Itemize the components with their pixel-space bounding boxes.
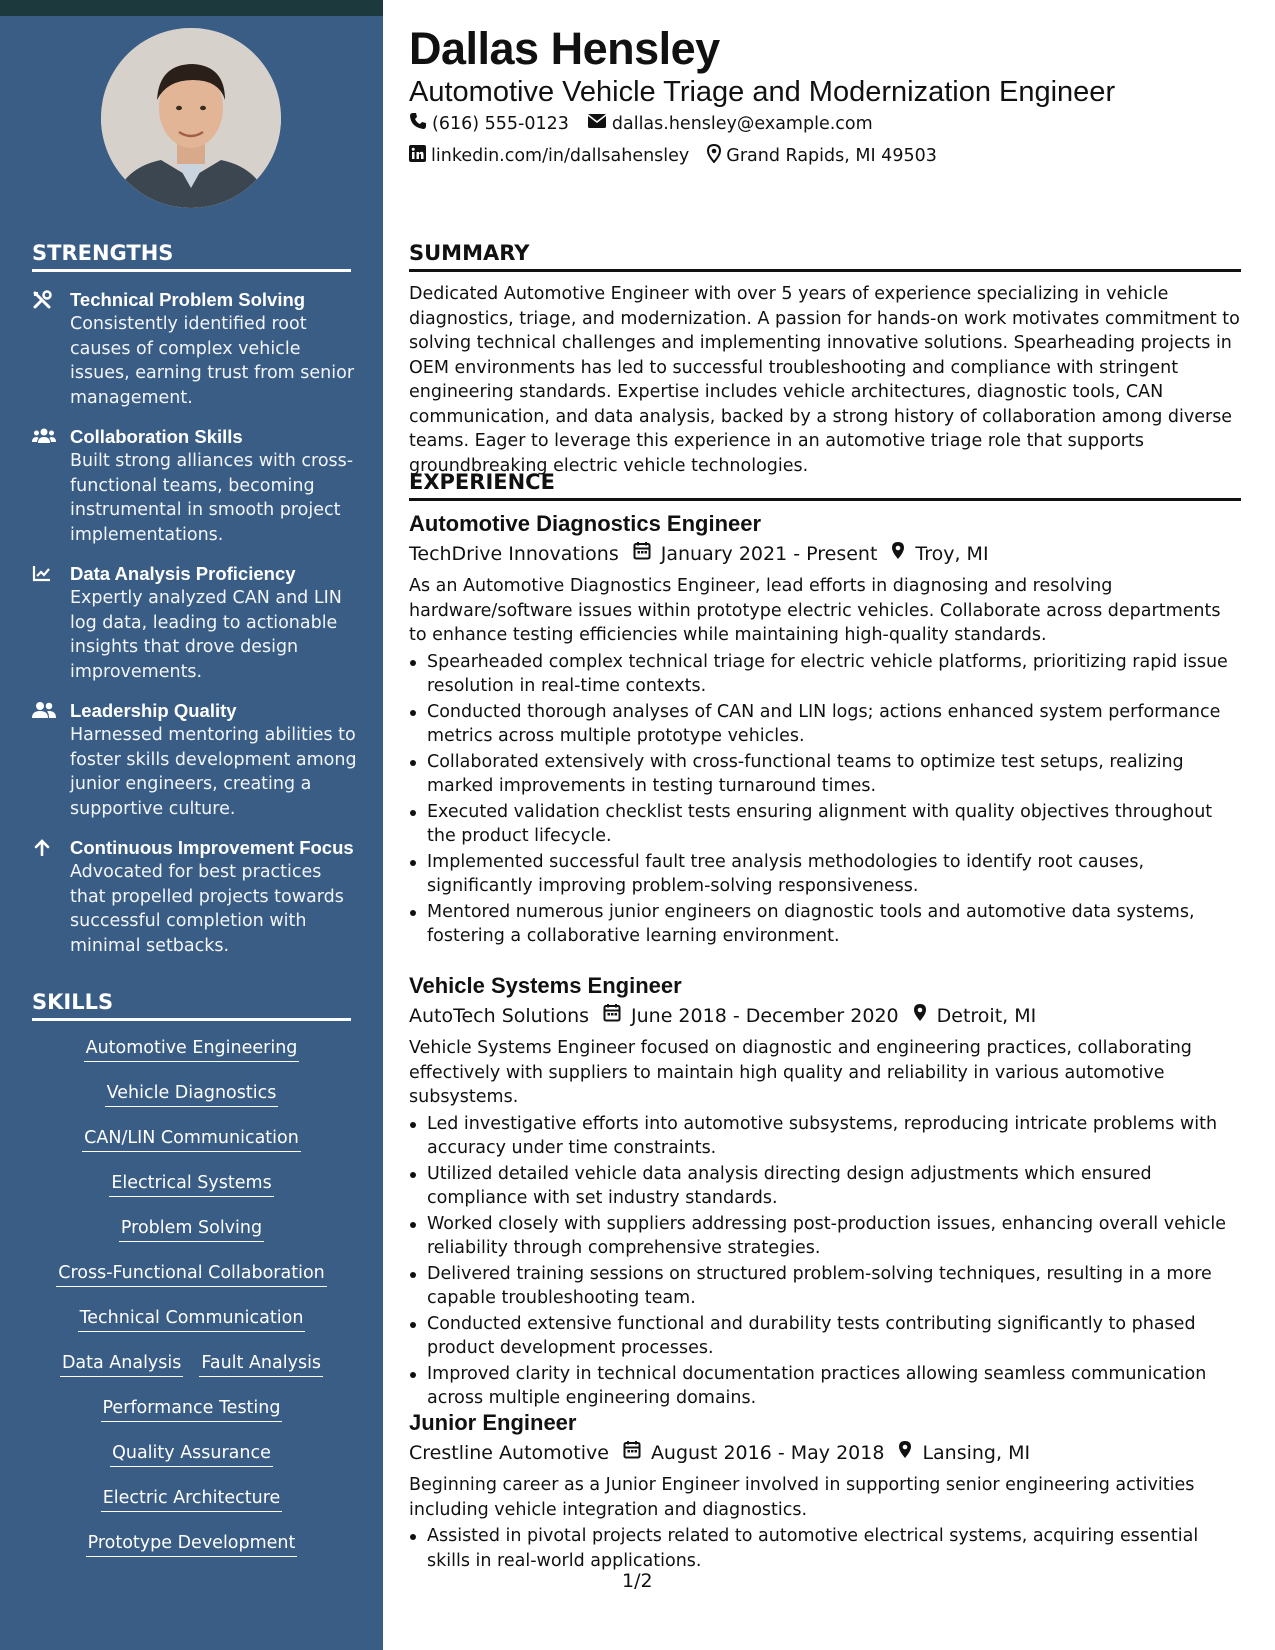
location-text: Grand Rapids, MI 49503 bbox=[726, 146, 937, 166]
job-bullets bbox=[409, 1112, 1241, 1411]
list-item: Worked closely with suppliers addressing post-production issues, enhancing overall vehicle reliability through comprehensive strategies. bbox=[409, 1212, 1241, 1261]
strengths-heading: STRENGTHS bbox=[32, 241, 351, 272]
job-entry bbox=[409, 1409, 1241, 1574]
job-bullets bbox=[409, 1524, 1241, 1573]
skill-tag: Vehicle Diagnostics bbox=[105, 1081, 279, 1107]
summary-heading: SUMMARY bbox=[409, 241, 1241, 272]
list-item: Executed validation checklist tests ensuring alignment with quality objectives throughout the product lifecycle. bbox=[409, 800, 1241, 849]
strength-description: Harnessed mentoring abilities to foster skills development among junior engineers, creating a supportive culture. bbox=[70, 725, 357, 819]
skill-tag: Electric Architecture bbox=[101, 1486, 283, 1512]
strength-item bbox=[32, 288, 357, 410]
skills-list bbox=[32, 1036, 351, 1576]
arrow-up-icon bbox=[32, 836, 70, 958]
strength-description: Consistently identified root causes of complex vehicle issues, earning trust from senior management. bbox=[70, 314, 355, 408]
skill-tag: Electrical Systems bbox=[109, 1171, 273, 1197]
tools-icon bbox=[32, 288, 70, 410]
calendar-icon bbox=[589, 1002, 631, 1030]
job-description: Beginning career as a Junior Engineer involved in supporting senior engineering activities including vehicle integration and diagnostics. bbox=[409, 1475, 1195, 1520]
skill-tag: Prototype Development bbox=[86, 1531, 298, 1557]
job-meta bbox=[409, 1439, 1241, 1467]
company-name: Crestline Automotive bbox=[409, 1442, 609, 1464]
job-location: Troy, MI bbox=[915, 543, 989, 565]
company-name: TechDrive Innovations bbox=[409, 543, 619, 565]
skills-heading: SKILLS bbox=[32, 990, 351, 1021]
strength-title: Technical Problem Solving bbox=[70, 289, 306, 310]
phone-number[interactable]: (616) 555-0123 bbox=[432, 113, 569, 134]
map-marker-icon bbox=[707, 144, 726, 168]
map-marker-icon bbox=[884, 1439, 922, 1467]
job-entry bbox=[409, 972, 1241, 1412]
list-item: Conducted thorough analyses of CAN and LIN logs; actions enhanced system performance metrics across multiple prototype vehicles. bbox=[409, 700, 1241, 749]
list-item: Delivered training sessions on structured problem-solving techniques, resulting in a more capable troubleshooting team. bbox=[409, 1262, 1241, 1311]
job-description: Vehicle Systems Engineer focused on diagnostic and engineering practices, collaborating effectively with suppliers to maintain high quality and reliability in various automotive subsystems. bbox=[409, 1038, 1192, 1107]
profile-photo bbox=[101, 28, 281, 208]
strengths-list bbox=[32, 288, 357, 973]
skill-tag: Technical Communication bbox=[78, 1306, 306, 1332]
strength-title: Collaboration Skills bbox=[70, 426, 243, 447]
list-item: Utilized detailed vehicle data analysis directing design adjustments which ensured compliance with set industry standards. bbox=[409, 1162, 1241, 1211]
calendar-icon bbox=[619, 540, 661, 568]
chart-line-icon bbox=[32, 562, 70, 684]
job-dates: August 2016 - May 2018 bbox=[650, 1442, 885, 1464]
job-title: Junior Engineer bbox=[409, 1410, 577, 1435]
list-item: Improved clarity in technical documentation practices allowing seamless communication across multiple engineering domains. bbox=[409, 1362, 1241, 1411]
linkedin-url[interactable]: linkedin.com/in/dallsahensley bbox=[431, 146, 690, 166]
map-marker-icon bbox=[877, 540, 915, 568]
contact-row-2 bbox=[409, 144, 955, 168]
job-entry bbox=[409, 510, 1241, 950]
job-location: Detroit, MI bbox=[936, 1005, 1037, 1027]
strength-title: Leadership Quality bbox=[70, 700, 237, 721]
skill-tag: Cross-Functional Collaboration bbox=[56, 1261, 327, 1287]
linkedin-icon bbox=[409, 145, 431, 167]
company-name: AutoTech Solutions bbox=[409, 1005, 590, 1027]
candidate-name: Dallas Hensley bbox=[409, 23, 720, 74]
strength-item bbox=[32, 425, 357, 547]
phone-icon bbox=[409, 112, 432, 135]
user-friends-icon bbox=[32, 699, 70, 821]
job-description: As an Automotive Diagnostics Engineer, lead efforts in diagnosing and resolving hardware/software issues within prototype electric vehicles. Collaborate across departments to enhance testing efficiencies while maintaining high-quality standards. bbox=[409, 576, 1221, 645]
list-item: Led investigative efforts into automotive subsystems, reproducing intricate problems with accuracy under time constraints. bbox=[409, 1112, 1241, 1161]
skill-tag: Quality Assurance bbox=[110, 1441, 273, 1467]
job-location: Lansing, MI bbox=[922, 1442, 1031, 1464]
map-marker-icon bbox=[899, 1002, 937, 1030]
candidate-role: Automotive Vehicle Triage and Modernization Engineer bbox=[409, 76, 1116, 108]
list-item: Assisted in pivotal projects related to automotive electrical systems, acquiring essential skills in real-world applications. bbox=[409, 1524, 1241, 1573]
job-title: Vehicle Systems Engineer bbox=[409, 973, 682, 998]
summary-text: Dedicated Automotive Engineer with over 5 years of experience specializing in vehicle diagnostics, triage, and modernization. A passion for hands-on work motivates commitment to solving technical challenges and implementing innovative solutions. Spearheading projects in OEM environments has led to successful troubleshooting and compliance with stringent engineering standards. Expertise includes vehicle architectures, diagnostic tools, CAN communication, and data analysis, backed by a strong history of collaboration among diverse teams. Eager to leverage this experience in an automotive triage role that supports groundbreaking electric vehicle technologies. bbox=[409, 284, 1240, 476]
list-item: Mentored numerous junior engineers on diagnostic tools and automotive data systems, fostering a collaborative learning environment. bbox=[409, 900, 1241, 949]
email-address[interactable]: dallas.hensley@example.com bbox=[611, 113, 873, 134]
job-title: Automotive Diagnostics Engineer bbox=[409, 511, 762, 536]
list-item: Implemented successful fault tree analysis methodologies to identify root causes, significantly improving problem-solving responsiveness. bbox=[409, 850, 1241, 899]
strength-item bbox=[32, 836, 357, 958]
strength-item bbox=[32, 699, 357, 821]
envelope-icon bbox=[587, 113, 612, 134]
job-bullets bbox=[409, 650, 1241, 949]
skill-tag: Data Analysis bbox=[60, 1351, 183, 1377]
calendar-icon bbox=[609, 1439, 651, 1467]
skill-tag: Automotive Engineering bbox=[84, 1036, 300, 1062]
job-dates: January 2021 - Present bbox=[660, 543, 878, 565]
page-number: 1/2 bbox=[622, 1570, 653, 1592]
strength-description: Advocated for best practices that propelled projects towards successful completion with minimal setbacks. bbox=[70, 862, 344, 956]
strength-description: Built strong alliances with cross-functional teams, becoming instrumental in smooth project implementations. bbox=[70, 451, 354, 545]
skill-tag: Performance Testing bbox=[101, 1396, 283, 1422]
sidebar bbox=[0, 0, 383, 1650]
skill-tag: Fault Analysis bbox=[199, 1351, 323, 1377]
strength-title: Data Analysis Proficiency bbox=[70, 563, 296, 584]
list-item: Conducted extensive functional and durability tests contributing significantly to phased product development processes. bbox=[409, 1312, 1241, 1361]
job-meta bbox=[409, 1002, 1241, 1030]
job-meta bbox=[409, 540, 1241, 568]
list-item: Collaborated extensively with cross-functional teams to optimize test setups, realizing marked improvements in testing turnaround times. bbox=[409, 750, 1241, 799]
experience-heading: EXPERIENCE bbox=[409, 470, 1241, 501]
sidebar-top-bar bbox=[0, 0, 383, 16]
contact-row-1 bbox=[409, 112, 891, 135]
strength-item bbox=[32, 562, 357, 684]
strength-description: Expertly analyzed CAN and LIN log data, leading to actionable insights that drove design improvements. bbox=[70, 588, 342, 682]
list-item: Spearheaded complex technical triage for electric vehicle platforms, prioritizing rapid issue resolution in real-time contexts. bbox=[409, 650, 1241, 699]
job-dates: June 2018 - December 2020 bbox=[631, 1005, 899, 1027]
skill-tag: CAN/LIN Communication bbox=[82, 1126, 301, 1152]
strength-title: Continuous Improvement Focus bbox=[70, 837, 354, 858]
users-group-icon bbox=[32, 425, 70, 547]
skill-tag: Problem Solving bbox=[119, 1216, 264, 1242]
